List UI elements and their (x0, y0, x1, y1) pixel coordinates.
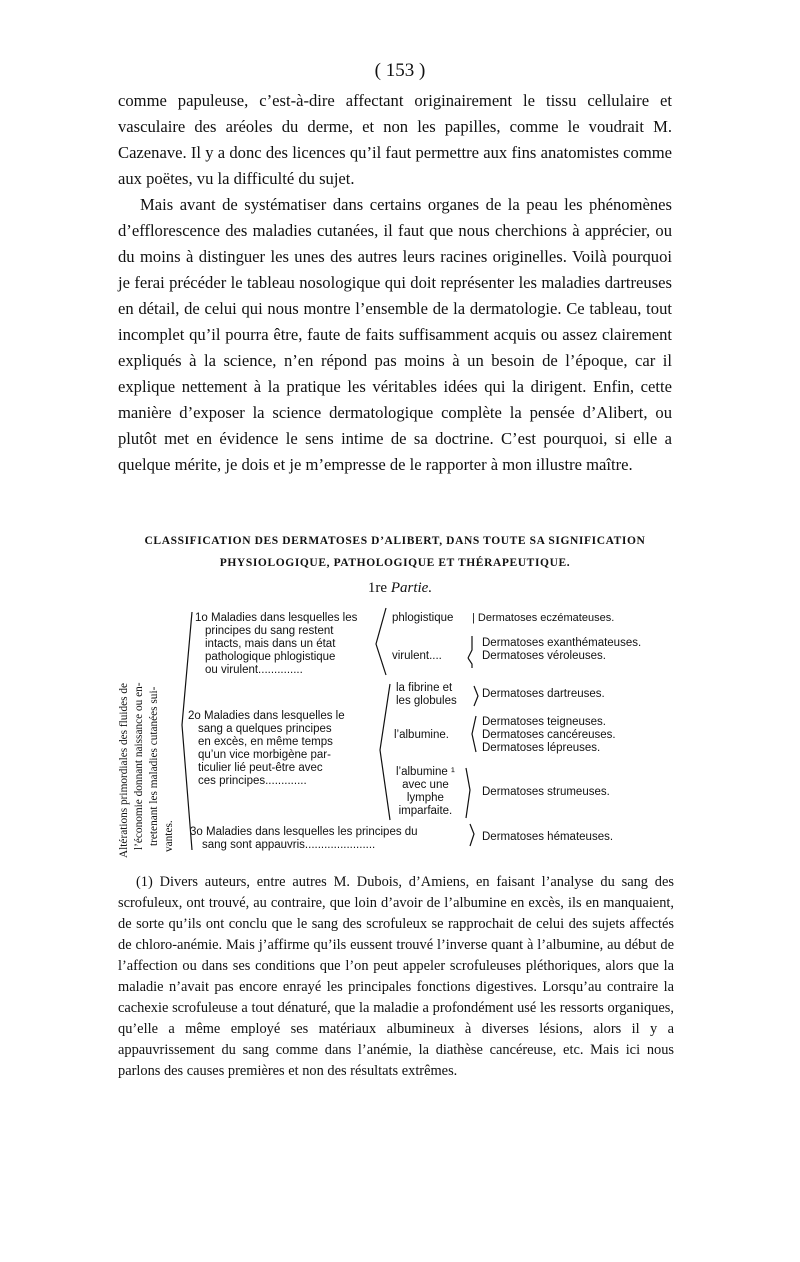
group3-line-2: sang sont appauvris...................... (202, 839, 376, 851)
group1-label-b: virulent.... (392, 650, 442, 662)
group2-results-b (482, 716, 616, 755)
group2-label-c-3: lymphe (406, 792, 444, 804)
group1-line-2: principes du sang restent (205, 625, 334, 637)
vertical-label-2: l’économie donnant naissance ou en- (133, 682, 145, 850)
group2-result-b-2: Dermatoses cancéreuses. (482, 729, 616, 741)
part-label: Partie. (390, 580, 433, 596)
group2-label-c-4: imparfaite. (398, 805, 453, 817)
group1-line-4: pathologique phlogistique (205, 651, 336, 663)
footnote (118, 872, 674, 1082)
group2-line-6: ces principes............. (198, 775, 307, 787)
vertical-label-3: tretenant les maladies cutanées sui- (148, 686, 160, 846)
group2-label-a (396, 682, 457, 708)
group2-label-c-1: l’albumine ¹ (396, 766, 455, 778)
group1-results-b (482, 637, 641, 663)
group2-result-c: Dermatoses strumeuses. (482, 786, 610, 798)
group1-result-b-2: Dermatoses véroleuses. (482, 650, 606, 662)
group1-result-a: | Dermatoses eczémateuses. (472, 612, 615, 624)
group2-label-b: l’albumine. (394, 729, 449, 741)
group3-result: Dermatoses hémateuses. (482, 831, 614, 843)
group2-line-1: 2o Maladies dans lesquelles le (188, 710, 345, 722)
group2-result-a: Dermatoses dartreuses. (482, 688, 605, 700)
group3-text (190, 826, 418, 852)
group1-label-a: phlogistique (392, 612, 454, 624)
classification-title-line-2: PHYSIOLOGIQUE, PATHOLOGIQUE ET THÉRAPEUTIQUE. (219, 557, 571, 569)
vertical-label-1: Altérations primordiales des fluides de (118, 682, 130, 858)
group1-line-3: intacts, mais dans un état (205, 638, 336, 650)
group2-label-c (396, 766, 455, 818)
group1-result-b-1: Dermatoses exanthémateuses. (482, 637, 642, 649)
group2-text (188, 710, 345, 788)
group2-result-b-3: Dermatoses lépreuses. (482, 742, 601, 754)
group2-result-b-1: Dermatoses teigneuses. (482, 716, 607, 728)
group1-text (195, 612, 357, 677)
page-number: ( 153 ) (374, 60, 426, 81)
group2-line-4: qu’un vice morbigène par- (198, 749, 331, 761)
group1-result-a-text: Dermatoses eczémateuses. (477, 612, 615, 624)
group2-label-a-2: les globules (396, 695, 457, 707)
group1-line-1: 1o Maladies dans lesquelles les (195, 612, 358, 624)
group3-line-1: 3o Maladies dans lesquelles les principes du (190, 826, 418, 838)
group1-line-5: ou virulent.............. (205, 664, 303, 676)
group2-label-a-1: la fibrine et (396, 682, 453, 694)
part-number: 1re (367, 580, 388, 596)
paragraph-2: Mais avant de systématiser dans certains organes de la peau les phénomènes d’efflorescence des maladies cutanées, il faut que nous cherchions à apprécier, ou du moins à distinguer les unes des autres leurs racines originelles. Voilà pourquoi je ferai précéder le tableau nosologique qui doit représenter les maladies dartreuses en détail, de celui qui nous montre l’ensemble de la dermatologie. Ce tableau, tout incomplet qu’il pourra être, faute de faits suffisamment acquis ou assez clairement expliqués à la science, n’en répond pas moins à un besoin de l’époque, car il explique nettement à la pratique les véritables idées qui la dirigent. Enfin, cette manière d’exposer la science dermatologique complète la pensée d’Alibert, ou plutôt met en évidence le sens intime de sa doctrine. C’est pourquoi, si elle a quelque mérite, je dois et je m’empresse de le rapporter à mon illustre maître. (118, 195, 672, 474)
paragraph-1: comme papuleuse, c’est-à-dire affectant originairement le tissu cellulaire et vasculaire des aréoles du derme, et non les papilles, comme le voudrait M. Cazenave. Il y a donc des licences qu’il faut permettre aux fins anatomistes comme aux poëtes, vu la difficulté du sujet. (118, 91, 672, 188)
footnote-text: (1) Divers auteurs, entre autres M. Dubois, d’Amiens, en faisant l’analyse du sang des scrofuleux, ont trouvé, au contraire, que loin d’avoir de l’albumine en excès, ils en manquaient, de sorte qu’ils ont conclu que le sang des scrofuleux se rapprochait de celui des sujets affectés de chloro-anémie. Mais j’affirme qu’ils eussent trouvé l’inverse quant à l’albumine, au début de l’affection ou dans ses conditions que l’on peut appeler scrofuleuses pléthoriques, alors que la maladie n’avait pas encore enrayé les principales fonctions digestives. Lorsqu’au contraire la cachexie scrofuleuse a tout dénaturé, que la maladie a profondément usé les ressorts organiques, qu’elle a même employé ses matériaux albumineux à diverses lésions, alors il y a appauvrissement du sang comme dans l’anémie, la diathèse cancéreuse, etc. Mais ici nous parlons des causes premières et non des résultats extrêmes. (118, 874, 674, 1079)
vertical-label-4: vantes. (163, 820, 175, 852)
group2-line-5: ticulier lié peut-être avec (198, 762, 323, 774)
classification-title-line-1: CLASSIFICATION DES DERMATOSES D’ALIBERT, DANS TOUTE SA SIGNIFICATION (144, 535, 646, 547)
group2-label-c-2: avec une (402, 779, 449, 791)
group2-line-3: en excès, en même temps (198, 736, 333, 748)
group2-line-2: sang a quelques principes (198, 723, 332, 735)
